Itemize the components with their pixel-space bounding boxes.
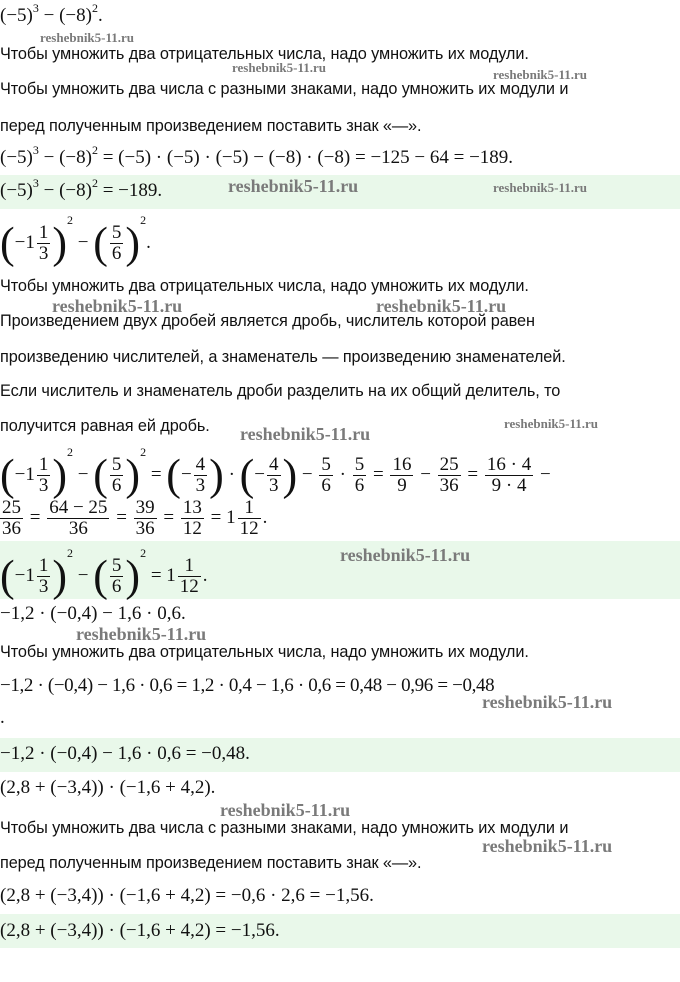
watermark: reshebnik5-11.ru (240, 424, 371, 444)
watermark: reshebnik5-11.ru (40, 30, 135, 45)
rule-negative-product-3: Чтобы умножить два отрицательных числа, надо умножить их модули. (0, 643, 529, 661)
watermark: reshebnik5-11.ru (482, 692, 613, 712)
watermark: reshebnik5-11.ru (504, 416, 599, 431)
rule-reduce-line-1: Если числитель и знаменатель дроби разделить на их общий делитель, то (0, 382, 561, 400)
watermark: reshebnik5-11.ru (493, 180, 588, 195)
watermark: reshebnik5-11.ru (220, 800, 351, 820)
problem-1-answer: $(-5)^3 - (-8)^2 = -189$. (0, 175, 680, 209)
problem-3-solution: −1,2 · (−0,4) − 1,6 · 0,6 = 1,2 · 0,4 − 1,6 · 0,6 = 0,48 − 0,96 = −0,48 (0, 675, 495, 696)
problem-3-solution-end: . (0, 707, 5, 728)
rule-reduce-line-2: получится равная ей дробь. (0, 417, 210, 435)
rule-fraction-product-line-1: Произведением двух дробей является дробь, числитель которой равен (0, 312, 535, 330)
watermark: reshebnik5-11.ru (482, 836, 613, 856)
problem-1-task (0, 1, 680, 28)
problem-2-solution-line-1: (−1 $\frac{1}{3}$ )$^2$ − ( $\frac{5}{6}$ )$^2$ = (− $\frac{4}{3}$ ) · (− $\frac{4}{3}$ ) − $\frac{5}{6}$ · $\frac{5}{6}$ = $\frac{16}{9}$ − $\frac{25}{36}$ = $\frac{16 \cdot 4}{9 \cdot 4}$ − (0, 445, 551, 500)
watermark: reshebnik5-11.ru (493, 67, 588, 82)
watermark: reshebnik5-11.ru (228, 176, 359, 196)
math-expression: $(-5)^3 - (-8)^2$. (0, 1, 103, 26)
problem-4-task: (2,8 + (−3,4)) · (−1,6 + 4,2). (0, 777, 216, 798)
rule-different-signs-line-1b: Чтобы умножить два числа с разными знаками, надо умножить их модули и (0, 819, 569, 837)
problem-1-solution: $(-5)^3 - (-8)^2 = (-5) \cdot (-5) \cdot (-5) - (-8) \cdot (-8) = -125 - 64 = -189$. (0, 143, 514, 168)
problem-2-answer: (−1 $\frac{1}{3}$ )$^2$ − ( $\frac{5}{6}$ )$^2$ = 1 $\frac{1}{12}$ . (0, 541, 680, 599)
problem-4-solution: (2,8 + (−3,4)) · (−1,6 + 4,2) = −0,6 · 2,6 = −1,56. (0, 885, 374, 906)
rule-different-signs-line-2: перед полученным произведением поставить знак «—». (0, 117, 422, 135)
problem-2-task: (−1 $\frac{1}{3}$ )$^2$ − ( $\frac{5}{6}$ )$^2$. (0, 213, 151, 268)
watermark: reshebnik5-11.ru (340, 545, 471, 565)
watermark: reshebnik5-11.ru (232, 60, 327, 75)
problem-3-task: −1,2 · (−0,4) − 1,6 · 0,6. (0, 603, 186, 624)
watermark: reshebnik5-11.ru (376, 296, 507, 316)
watermark: reshebnik5-11.ru (52, 296, 183, 316)
problem-3-answer: −1,2 · (−0,4) − 1,6 · 0,6 = −0,48. (0, 738, 680, 772)
rule-different-signs-line-2b: перед полученным произведением поставить знак «—». (0, 854, 422, 872)
rule-negative-product: Чтобы умножить два отрицательных числа, надо умножить их модули. (0, 45, 529, 63)
problem-2-solution-line-2: $\frac{25}{36}$ = $\frac{64 - 25}{36}$ = $\frac{39}{36}$ = $\frac{13}{12}$ = 1 $\frac{1}{12}$ . (2, 497, 268, 539)
watermark: reshebnik5-11.ru (76, 624, 207, 644)
rule-fraction-product-line-2: произведению числителей, а знаменатель — произведению знаменателей. (0, 348, 566, 366)
rule-different-signs-line-1: Чтобы умножить два числа с разными знаками, надо умножить их модули и (0, 80, 569, 98)
rule-negative-product-2: Чтобы умножить два отрицательных числа, надо умножить их модули. (0, 277, 529, 295)
problem-4-answer: (2,8 + (−3,4)) · (−1,6 + 4,2) = −1,56. (0, 914, 680, 948)
